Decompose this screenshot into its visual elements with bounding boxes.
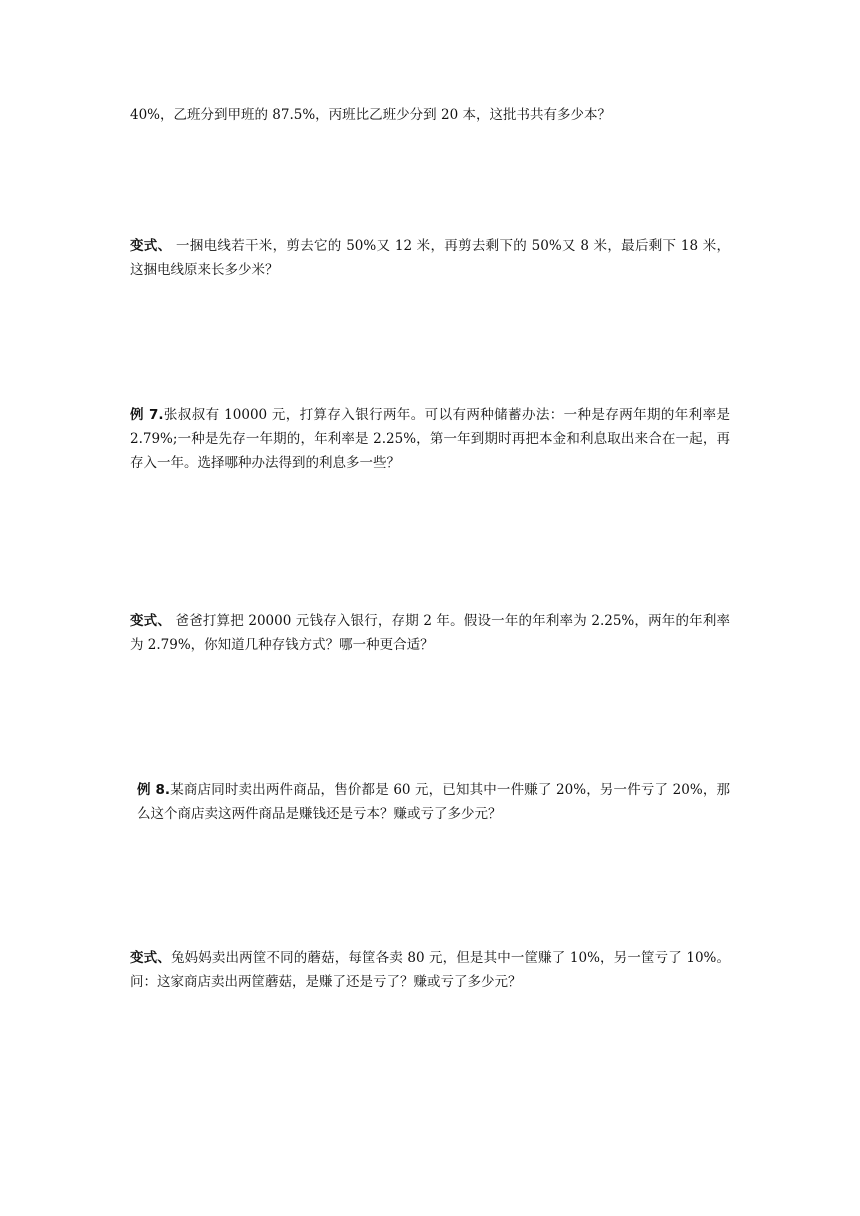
problem-label: 变式、 bbox=[130, 238, 172, 254]
example-problem-8 bbox=[137, 778, 730, 826]
problem-text: 40%，乙班分到甲班的 87.5%，丙班比乙班少分到 20 本，这批书共有多少本？ bbox=[130, 107, 611, 123]
variant-problem-2 bbox=[130, 609, 730, 657]
problem-text: 爸爸打算把 20000 元钱存入银行，存期 2 年。假设一年的年利率为 2.25%，两年的年利率为 2.79%，你知道几种存钱方式？哪一种更合适？ bbox=[130, 613, 731, 653]
problem-text: 某商店同时卖出两件商品，售价都是 60 元，已知其中一件赚了 20%，另一件亏了 20%，那么这个商店卖这两件商品是赚钱还是亏本？赚或亏了多少元？ bbox=[137, 782, 730, 822]
problem-label: 例 8. bbox=[137, 782, 171, 798]
problem-label: 例 7. bbox=[130, 407, 164, 423]
problem-text: 一捆电线若干米，剪去它的 50%又 12 米，再剪去剩下的 50%又 8 米，最后剩下 18 米，这捆电线原来长多少米？ bbox=[130, 238, 731, 278]
problem-text: 兔妈妈卖出两筐不同的蘑菇，每筐各卖 80 元，但是其中一筐赚了 10%，另一筐亏了 10%。问：这家商店卖出两筐蘑菇，是赚了还是亏了？赚或亏了多少元？ bbox=[130, 950, 731, 990]
problem-text: 张叔叔有 10000 元，打算存入银行两年。可以有两种储蓄办法：一种是存两年期的年利率是 2.79%;一种是先存一年期的，年利率是 2.25%，第一年到期时再把本金和利息取出来合在一起，再存入一年。选择哪种办法得到的利息多一些？ bbox=[130, 407, 730, 471]
variant-problem-1 bbox=[130, 234, 730, 282]
problem-continuation bbox=[130, 103, 730, 127]
variant-problem-3 bbox=[130, 946, 730, 994]
problem-label: 变式、 bbox=[130, 950, 171, 966]
example-problem-7 bbox=[130, 403, 730, 475]
problem-label: 变式、 bbox=[130, 613, 172, 629]
